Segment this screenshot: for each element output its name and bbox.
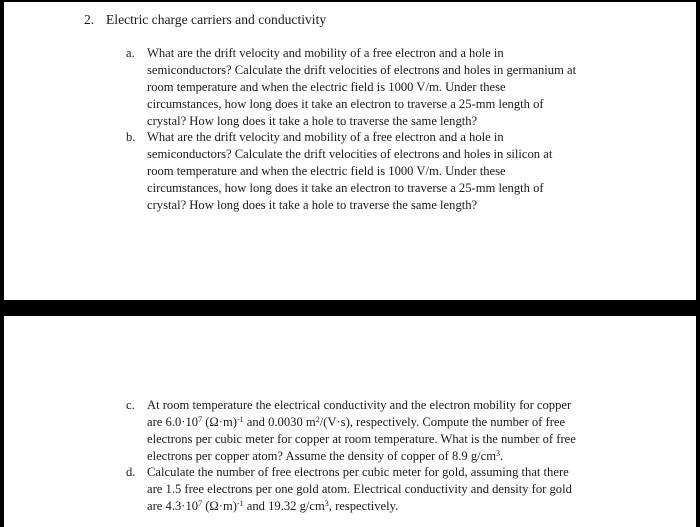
sub-question-text xyxy=(147,464,625,515)
text-fragment: (Ω·m) xyxy=(202,414,237,429)
sub-question-letter: a. xyxy=(126,46,135,60)
text-line: room temperature and when the electric field is 1000 V/m. Under these xyxy=(147,163,506,178)
text-line: semiconductors? Calculate the drift velocities of electrons and holes in silicon at xyxy=(147,146,553,161)
superscript: 2 xyxy=(315,414,320,424)
text-fragment: are 6.0·10 xyxy=(147,414,199,429)
text-line: electrons per cubic meter for copper at room temperature. What is the number of free xyxy=(147,431,576,446)
sub-question-c xyxy=(126,397,626,465)
text-fragment: . xyxy=(500,448,504,463)
sub-question-a xyxy=(126,45,626,130)
text-fragment: , respectively. xyxy=(328,498,399,513)
text-fragment: and 0.0030 m xyxy=(243,414,316,429)
text-fragment: (Ω·m) xyxy=(202,498,237,513)
superscript: 3 xyxy=(324,498,329,508)
superscript: 7 xyxy=(198,498,203,508)
sub-question-b xyxy=(126,129,626,214)
text-line: circumstances, how long does it take an electron to traverse a 25-mm length of xyxy=(147,96,544,111)
sub-question-text xyxy=(147,397,625,465)
text-line: semiconductors? Calculate the drift velocities of electrons and holes in germanium at xyxy=(147,62,577,77)
text-line xyxy=(147,414,625,431)
text-line: room temperature and when the electric field is 1000 V/m. Under these xyxy=(147,79,506,94)
text-line: are 1.5 free electrons per one gold atom. Electrical conductivity and density for gold xyxy=(147,481,572,496)
question-heading xyxy=(84,11,326,29)
superscript: 7 xyxy=(198,414,203,424)
text-line: circumstances, how long does it take an electron to traverse a 25-mm length of xyxy=(147,180,544,195)
text-line: What are the drift velocity and mobility of a free electron and a hole in xyxy=(147,130,504,144)
sub-question-text xyxy=(147,129,625,214)
text-fragment: electrons per copper atom? Assume the density of copper of 8.9 g/cm xyxy=(147,448,497,463)
page-divider xyxy=(0,302,700,314)
text-line xyxy=(147,448,625,465)
text-line: At room temperature the electrical conductivity and the electron mobility for copper xyxy=(147,398,572,412)
question-number: 2. xyxy=(84,12,95,27)
question-title: Electric charge carriers and conductivity xyxy=(106,12,327,27)
text-line: crystal? How long does it take a hole to traverse the same length? xyxy=(147,197,478,212)
superscript: -1 xyxy=(236,498,244,508)
text-line xyxy=(147,498,625,515)
sub-question-d xyxy=(126,464,626,515)
sub-question-letter: c. xyxy=(126,398,135,412)
text-fragment: /(V·s), respectively. Compute the number of free xyxy=(319,414,566,429)
text-fragment: and 19.32 g/cm xyxy=(243,498,325,513)
text-fragment: are 4.3·10 xyxy=(147,498,199,513)
text-line: crystal? How long does it take a hole to traverse the same length? xyxy=(147,113,478,128)
superscript: -1 xyxy=(236,414,244,424)
text-line: What are the drift velocity and mobility of a free electron and a hole in xyxy=(147,46,504,60)
sub-question-letter: b. xyxy=(126,130,136,144)
sub-question-text xyxy=(147,45,625,130)
text-line: Calculate the number of free electrons per cubic meter for gold, assuming that there xyxy=(147,465,569,479)
superscript: 3 xyxy=(496,448,501,458)
sub-question-letter: d. xyxy=(126,465,136,479)
